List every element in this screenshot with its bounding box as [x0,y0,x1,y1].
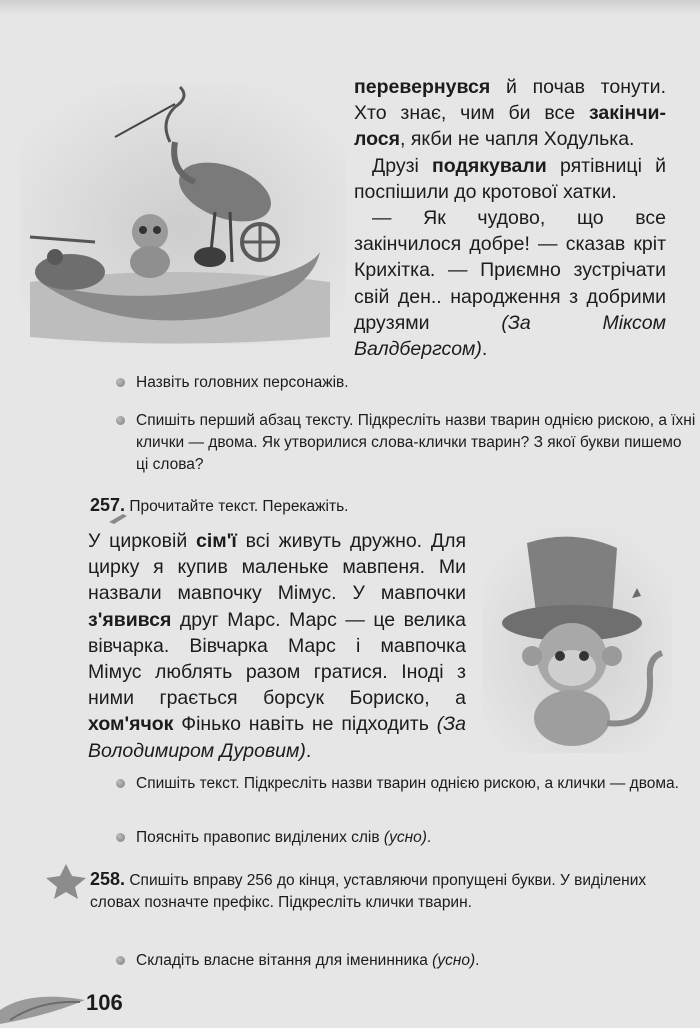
bullet-task-4 [114,827,696,849]
text-span: . [426,829,432,846]
story-paragraph-1 [354,74,666,153]
footer-leaf-decoration [0,980,90,1028]
exercise-number: 257. [90,495,126,515]
bold-word: лося [354,128,401,151]
bullet-text: Складіть власне вітання для іменинника [136,952,433,969]
author-citation: (За Володимиром Дуровим) [88,713,466,762]
text-span: всі живуть дружно. Для цирку я купив маленьке мавпеня. Ми назвали мавпочку Мімус. У мавпочки [88,530,467,605]
page-top-edge [0,0,700,14]
bold-word: з'явився [88,608,172,631]
text-span: . [475,952,480,969]
text-span: й почав тонути. [490,76,666,98]
monkey-hat-illustration [482,528,672,753]
text-span: , якби не чапля Ходулька. [400,128,635,151]
bullet-task-2 [114,410,696,476]
bullet-text: Поясніть правопис виділених слів [136,829,384,846]
text-span: друг Марс. Марс — це велика вівчарка. Вівчарка Марс і мавпочка Мімус люблять разом гратися. Іноді з ними грається борсук Бориско, а [88,608,466,710]
exercise-257-text [88,528,466,764]
text-span: Друзі [372,154,433,177]
circus-paragraph [88,528,466,764]
exercise-number: 258. [90,869,126,889]
italic-note: (усно) [383,829,427,846]
text-span: . [481,338,488,361]
bold-word: перевернувся [354,76,491,98]
text-span: рятівниці й поспішили до кротової хатки. [354,154,666,203]
bullet-text: Спишіть текст. Підкресліть назви тварин однією рискою, а клички — двома. [136,775,679,792]
italic-note: (усно) [432,952,476,969]
pencil-icon [108,512,128,524]
text-span: — Як чудово, що все закінчилося добре! — сказав кріт Крихітка. — Приємно зустрічати свій ден.. народження з добрими друзями [354,207,666,334]
text-span: Хто знає, чим би все [354,102,589,125]
author-citation: (За Міксом Валдбергсом) [354,311,666,361]
story-text [354,74,666,362]
bullet-task-1 [114,372,696,394]
exercise-258 [90,868,668,914]
text-span: Фінько навіть не підходить [173,713,437,736]
story-paragraph-3 [354,205,666,362]
exercise-257-header [90,494,670,518]
bold-word: закінчи- [588,102,666,125]
page-number: 106 [86,990,123,1015]
star-leaf-icon [44,862,88,900]
text-span: У цирковій [88,530,197,552]
bullet-task-5 [114,950,696,972]
bold-word: подякували [432,154,547,177]
bullet-task-3 [114,773,696,795]
bold-word: хом'ячок [88,713,174,736]
heron-boat-illustration [20,82,346,344]
text-span: . [305,739,312,762]
exercise-task: Спишіть вправу 256 до кінця, уставляючи пропущені букви. У виділених словах позначте префікс. Підкресліть клички тварин. [90,872,647,911]
story-paragraph-2 [354,153,666,205]
bullet-text: Спишіть перший абзац тексту. Підкресліть назви тварин однією рискою, а їхні клички — двома. Як утворилися слова-клички тварин? З якої букви пишемо ці слова? [136,412,696,473]
exercise-task: Прочитайте текст. Перекажіть. [129,498,349,515]
bold-word: сім'ї [196,530,237,552]
bullet-text: Назвіть головних персонажів. [136,374,349,391]
